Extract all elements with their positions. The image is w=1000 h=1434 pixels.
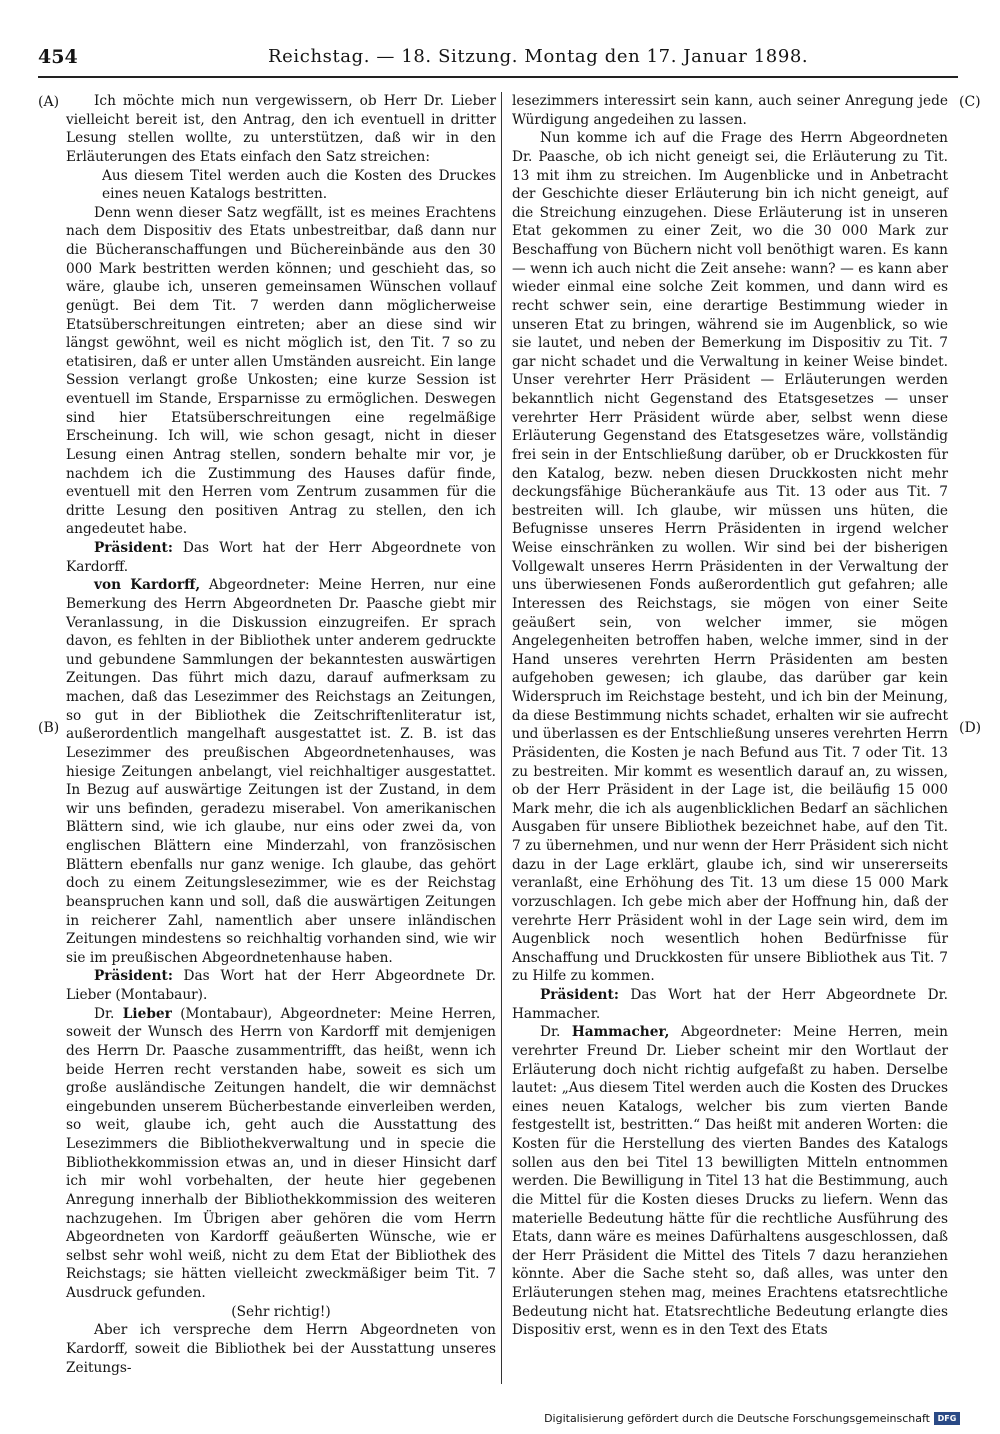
speaker-name: von Kardorff, — [94, 577, 201, 594]
paragraph: Nun komme ich auf die Frage des Herrn Abgeordneten Dr. Paasche, ob ich nicht geneigt sei, die Erläuterung zu Tit. 13 mit ihm zu streichen. Im Augenblicke und in Anbetracht der Geschichte dieser Erläuterung bin ich nicht geneigt, auf die Streichung einzugehen. Diese Erläuterung ist in unseren Etat gekommen zu einer Zeit, wo die 30 000 Mark zur Beschaffung von Büchern nicht voll benöthigt waren. Es kann — wenn ich auch nicht die Zeit ansehe: wann? — es kann aber wieder einmal eine solche Zeit kommen, und dann wird es recht schwer sein, eine derartige Bestimmung wieder in unseren Etat zu bringen, während sie im Augenblick, so wie sie lautet, und neben der Bemerkung im Dispositiv zu Tit. 7 gar nicht schadet und die Verwaltung in keiner Weise bindet. Unser verehrter Herr Präsident — Erläuterungen werden bekanntlich nicht Gegenstand des Etatsgesetzes — unser verehrter Herr Präsident würde aber, selbst wenn diese Erläuterung Gegenstand des Etatsgesetzes wäre, vollständig frei sein in der Entschließung darüber, ob er Druckkosten für den Katalog, bezw. neben diesen Druckkosten nicht mehr deckungsfähige Bücherankäufe aus Tit. 13 oder aus Tit. 7 bestreiten will. Ich glaube, wir müssen uns hüten, die Befugnisse unseres Herrn Präsidenten in irgend welcher Weise einschränken zu wollen. Wir sind bei der bisherigen Vollgewalt unseres Herrn Präsidenten in der Verwaltung der uns überwiesenen Fonds außerordentlich gut gefahren; alle Interessen des Reichstags, sie mögen von einer Seite geäußert sein, von welcher immer, sie mögen Angelegenheiten betroffen haben, welche immer, sind in der Hand unseres verehrten Herrn Präsidenten am besten aufgehoben gewesen; ich glaube, das darüber gar kein Widerspruch im Reichstage besteht, und ich bin der Meinung, da diese Bestimmung nichts schadet, erhalten wir sie aufrecht und überlassen es der Entschließung unseres verehrten Herrn Präsidenten, die Kosten je nach Befund aus Tit. 7 oder Tit. 13 zu bestreiten. Mir kommt es wesentlich darauf an, zu wissen, ob der Herr Präsident in der Lage ist, die beiläufig 15 000 Mark mehr, die ich als augenblicklichen Bedarf an sächlichen Ausgaben für unsere Bibliothek bezeichnet habe, auf den Tit. 7 zu übernehmen, und nur wenn der Herr Präsident sich nicht dazu in der Lage erklärt, glaube ich, sind wir unsererseits veranlaßt, eine Erhöhung des Tit. 13 um diese 15 000 Mark vorzuschlagen. Ich gebe mich aber der Hoffnung hin, daß der verehrte Herr Präsident wohl in der Lage sein wird, dem im Augenblick noch wesentlich hohen Bedürfnisse für Anschaffung und Druckkosten für unsere Bibliothek aus Tit. 7 zu Hilfe zu kommen. — [512, 130, 948, 985]
column-divider — [501, 92, 502, 1384]
page-header — [38, 46, 958, 74]
speech-text: Das Wort hat der Herr Abgeordnete Dr. Lieber (Montabaur). — [66, 968, 496, 1003]
right-column — [512, 92, 948, 1340]
left-column — [66, 92, 496, 1377]
footer-credit: Digitalisierung gefördert durch die Deutsche Forschungsgemeinschaft — [544, 1412, 930, 1425]
speech-paragraph — [66, 539, 496, 576]
speech-text: Das Wort hat der Herr Abgeordnete Dr. Hammacher. — [512, 987, 948, 1022]
speaker-name: Lieber — [122, 1005, 172, 1022]
speaker-prefix: Dr. — [94, 1005, 115, 1022]
speaker-name: Präsident: — [94, 540, 173, 556]
speech-paragraph — [66, 967, 496, 1004]
paragraph: Ich möchte mich nun vergewissern, ob Herr Dr. Lieber vielleicht bereit ist, den Antrag, den ich eventuell in dritter Lesung stellen wollte, zu unterstützen, daß wir in den Erläuterungen des Etats einfach den Satz streichen: — [66, 93, 496, 165]
speech-text: (Montabaur), Abgeordneter: Meine Herren, soweit der Wunsch des Herrn von Kardorff mit demjenigen des Herrn Dr. Paasche zusammentrifft, das heißt, wenn ich beide Herren recht verstanden habe, soweit es sich um große ausländische Zeitungen handelt, die wir demnächst eingebunden unserem Bücherbestande einverleiben werden, so weit, glaube ich, geht auch die Ausstattung des Lesezimmers die Bibliothekverwaltung und in specie die Bibliothekkommission etwas an, und in dieser Hinsicht darf ich mir wohl vorbehalten, der heute hier gegebenen Anregung innerhalb der Bibliothekkommission des weiteren nachzugehen. Im Übrigen aber gehören die vom Herrn Abgeordneten von Kardorff geäußerten Wünsche, wie er selbst sehr wohl weiß, nicht zu dem Etat der Bibliothek des Reichstags; sie hätten vielleicht zweckmäßiger beim Tit. 7 Ausdruck gefunden. — [66, 1005, 496, 1301]
footer — [544, 1412, 960, 1425]
speech-paragraph — [66, 576, 496, 967]
speech-text: Abgeordneter: Meine Herren, nur eine Bemerkung des Herrn Abgeordneten Dr. Paasche giebt mir Veranlassung, in die Diskussion einzugreifen. Er sprach davon, es fehlten in der Bibliothek unter anderem gedruckte und gebundene Sammlungen der bekanntesten auswärtigen Zeitungen. Das führt mich dazu, darauf aufmerksam zu machen, daß das Lesezimmer des Reichstags an Zeitungen, so gut in der Bibliothek die Zeitschriftenliteratur ist, außerordentlich mangelhaft ausgestattet ist. Z. B. ist das Lesezimmer des preußischen Abgeordnetenhauses, was hiesige Zeitungen anbelangt, viel reichhaltiger ausgestattet. In Bezug auf auswärtige Zeitungen ist der Zustand, in dem wir uns befinden, geradezu miserabel. Von amerikanischen Blättern sind, wie ich glaube, nur eins oder zwei da, von englischen Blättern eine Minderzahl, von französischen Blättern ebenfalls nur ganz wenige. Ich glaube, das gehört doch zu einem Zeitungslesezimmer, wie es der Reichstag beanspruchen kann und soll, daß die auswärtigen Zeitungen in reicherer Zahl, namentlich aber unsere inländischen Zeitungen mindestens so reichhaltig vorhanden sind, wie wir sie im preußischen Abgeordnetenhause haben. — [66, 577, 497, 966]
margin-mark-a: (A) — [38, 94, 60, 110]
speech-text: Das Wort hat der Herr Abgeordnete von Kardorff. — [66, 540, 496, 575]
speech-paragraph — [66, 1005, 496, 1303]
paragraph: Aber ich verspreche dem Herrn Abgeordneten von Kardorff, soweit die Bibliothek bei der Ausstattung unseres Zeitungs- — [66, 1322, 496, 1376]
speaker-name: Präsident: — [94, 968, 173, 985]
header-rule — [38, 76, 958, 78]
paragraph: lesezimmers interessirt sein kann, auch seiner Anregung jede Würdigung angedeihen zu lassen. — [512, 93, 948, 128]
quoted-passage: Aus diesem Titel werden auch die Kosten des Druckes eines neuen Katalogs bestritten. — [102, 167, 496, 203]
page-number: 454 — [38, 46, 78, 68]
speaker-name: Präsident: — [540, 987, 619, 1003]
dfg-logo: DFG — [934, 1412, 960, 1425]
paragraph: Denn wenn dieser Satz wegfällt, ist es meines Erachtens nach dem Dispositiv des Etats unbestreitbar, daß dann nur die Bücheranschaffungen und Büchereinbände aus den 30 000 Mark bestritten werden können; und geschieht das, so wäre, glaube ich, unseren gemeinsamen Wünschen vollauf genügt. Bei dem Tit. 7 werden dann möglicherweise Etatsüberschreitungen eintreten; aber an diese sind wir längst gewöhnt, weil es nicht möglich ist, den Tit. 7 so zu etatisiren, daß er unter allen Umständen ausreicht. Ein lange Session verlangt große Unkosten; eine kurze Session ist eventuell im Stande, Ersparnisse zu ermöglichen. Deswegen sind hier Etatsüberschreitungen eine regelmäßige Erscheinung. Ich will, wie schon gesagt, nicht in dieser Lesung einen Antrag stellen, sondern behalte mir vor, je nachdem ich die Zustimmung des Hauses dafür finde, eventuell mit den Herren vom Zentrum zusammen für die dritte Lesung den positiven Antrag zu stellen, den ich angedeutet habe. — [66, 204, 496, 538]
speaker-prefix: Dr. — [540, 1024, 561, 1041]
speaker-name: Hammacher, — [571, 1024, 670, 1041]
margin-mark-b: (B) — [38, 720, 60, 736]
running-head: Reichstag. — 18. Sitzung. Montag den 17. Januar 1898. — [268, 46, 809, 67]
speech-paragraph — [512, 986, 948, 1023]
speech-paragraph — [512, 1023, 948, 1340]
speech-text: Abgeordneter: Meine Herren, mein verehrter Freund Dr. Lieber scheint mir den Wortlaut der Erläuterung doch nicht richtig aufgefaßt zu haben. Derselbe lautet: „Aus diesem Titel werden auch die Kosten des Druckes eines neuen Katalogs, welcher bis zum vierten Bande festgestellt ist, bestritten.“ Das heißt mit anderen Worten: die Kosten für die Herstellung des vierten Bandes des Katalogs sollen aus den bei Titel 13 bewilligten Mitteln entnommen werden. Die Bewilligung in Titel 13 hat die Bestimmung, auch die Mittel für die Kosten dieses Drucks zu liefern. Wenn das materielle Bedeutung hätte für die rechtliche Ausführung des Etats, dann wäre es meines Dafürhaltens ausgeschlossen, daß der Herr Präsident die Mittel des Titels 7 dazu heranziehen könnte. Aber die Sache steht so, daß alles, was unter den Erläuterungen stehen mag, meines Erachtens etatsrechtliche Bedeutung nicht hat. Etatsrechtliche Bedeutung erlangte dies Dispositiv erst, wenn es in den Text des Etats — [512, 1024, 948, 1339]
margin-mark-d: (D) — [959, 720, 982, 736]
margin-mark-c: (C) — [959, 94, 981, 110]
interjection: (Sehr richtig!) — [231, 1303, 331, 1320]
